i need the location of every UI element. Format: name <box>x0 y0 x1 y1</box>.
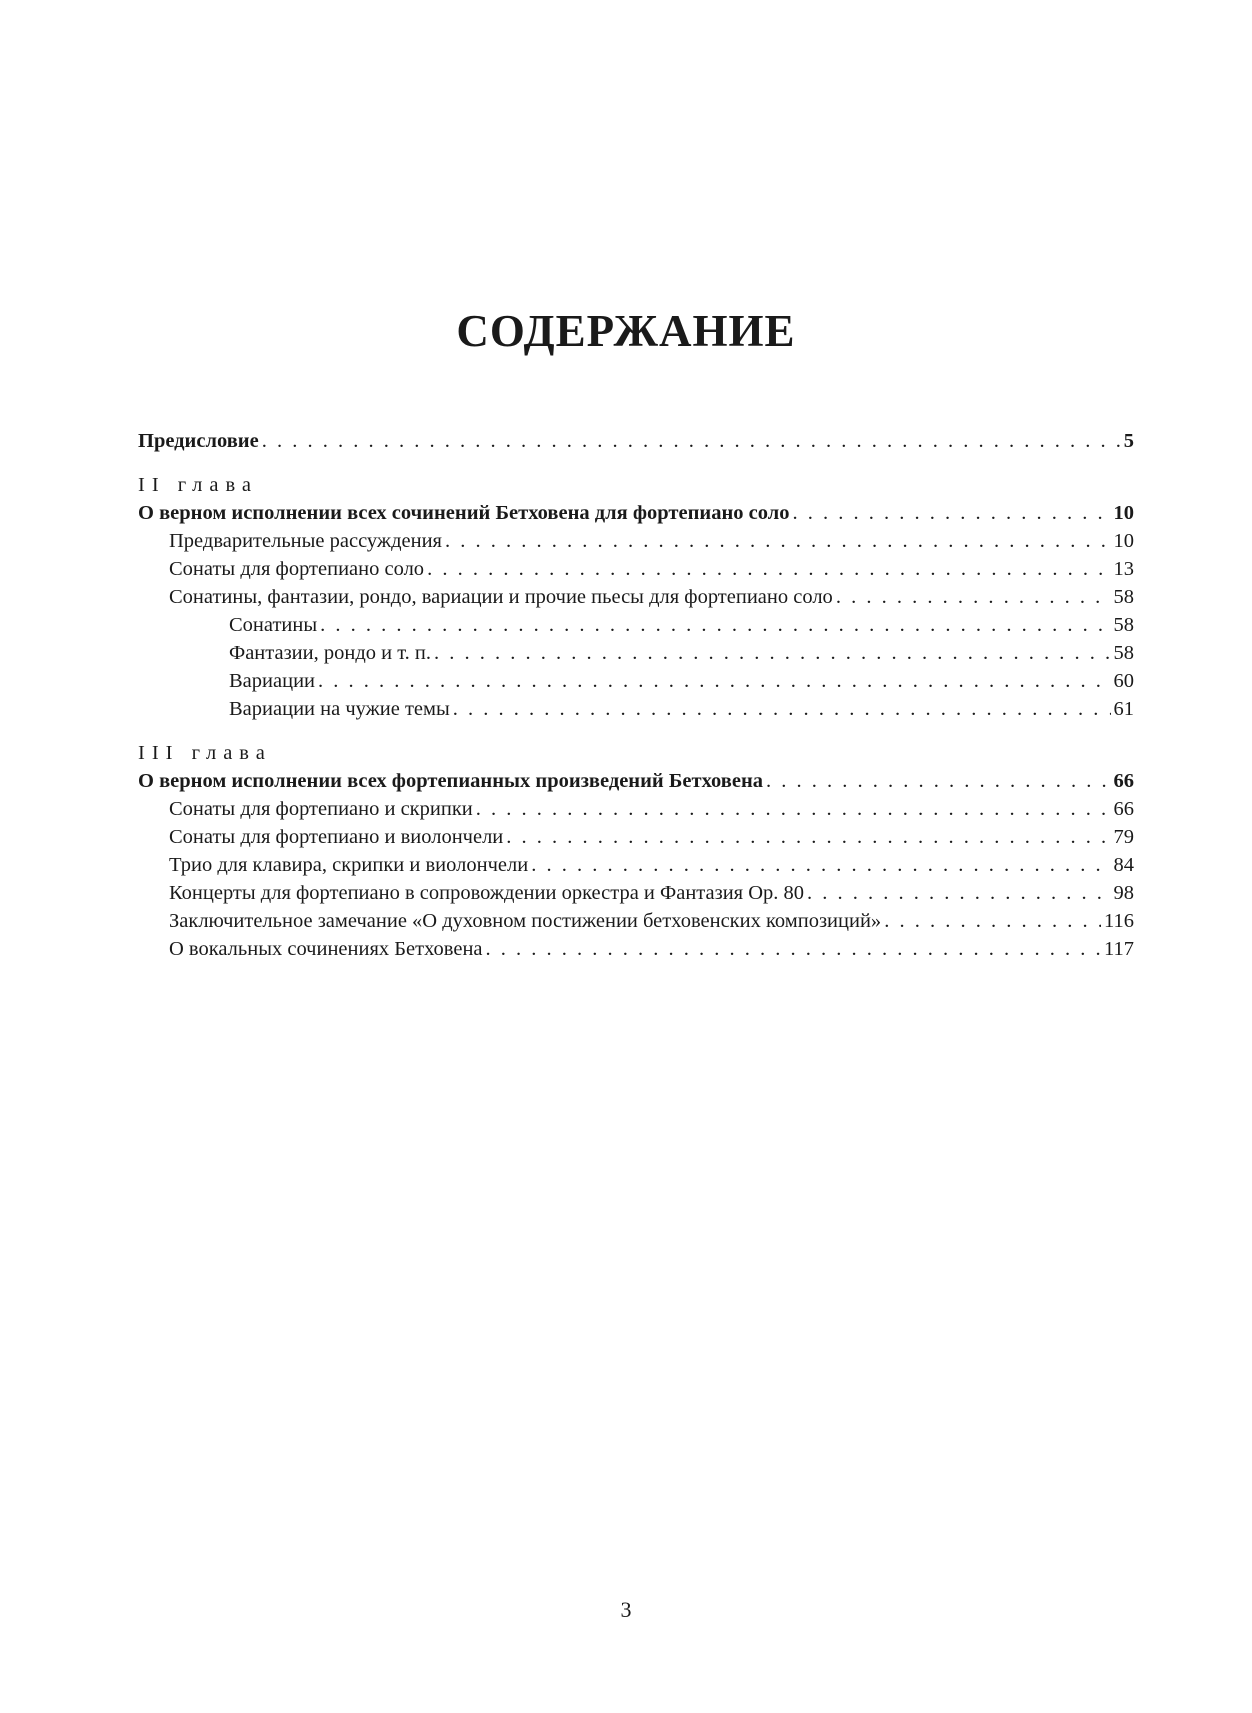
chapter-3-block <box>138 739 1134 963</box>
toc-entry[interactable] <box>138 851 1134 879</box>
toc-entry-page: 66 <box>1113 770 1134 792</box>
toc-entry-page: 58 <box>1113 586 1134 608</box>
toc-entry-page: 117 <box>1104 938 1134 960</box>
dot-leader <box>836 583 1111 611</box>
toc-entry-title: Концерты для фортепиано в сопровождении оркестра и Фантазия Op. 80 <box>169 882 805 904</box>
toc-entry-title: Фантазии, рондо и т. п. <box>229 642 431 664</box>
toc-entry[interactable] <box>138 527 1134 555</box>
toc-entry-page: 79 <box>1113 826 1134 848</box>
toc-entry-title: Сонаты для фортепиано и виолончели <box>169 826 504 848</box>
dot-leader <box>318 667 1110 695</box>
toc-entry[interactable] <box>138 823 1134 851</box>
dot-leader <box>427 555 1110 583</box>
toc-entry-title: Сонатины, фантазии, рондо, вариации и прочие пьесы для фортепиано соло <box>169 586 833 608</box>
toc-entry-preface[interactable] <box>138 427 1134 455</box>
toc-entry-page: 61 <box>1113 698 1134 720</box>
dot-leader <box>531 851 1110 879</box>
page-number: 3 <box>620 1597 632 1622</box>
dot-leader <box>445 527 1111 555</box>
toc-entry-page: 60 <box>1113 670 1134 692</box>
dot-leader <box>486 935 1101 963</box>
toc-subentry[interactable] <box>138 611 1134 639</box>
toc-entry[interactable] <box>138 555 1134 583</box>
dot-leader <box>476 795 1111 823</box>
toc-entry-title: О верном исполнении всех сочинений Бетховена для фортепиано соло <box>138 502 790 524</box>
toc-entry-title: Вариации на чужие темы <box>229 698 450 720</box>
chapter-label: III глава <box>138 742 272 764</box>
toc-entry-title: Вариации <box>229 670 316 692</box>
dot-leader <box>320 611 1110 639</box>
chapter-label: II глава <box>138 474 258 496</box>
toc-entry-page: 5 <box>1123 430 1134 452</box>
toc-entry-page: 58 <box>1113 642 1134 664</box>
toc-entry-page: 66 <box>1113 798 1134 820</box>
toc-entry-title: Сонаты для фортепиано и скрипки <box>169 798 473 820</box>
toc-subentry[interactable] <box>138 695 1134 723</box>
toc-entry[interactable] <box>138 935 1134 963</box>
toc-entry-title: Сонатины <box>229 614 318 636</box>
toc-entry-title: Предисловие <box>138 430 259 452</box>
dot-leader <box>434 639 1111 667</box>
toc-entry-page: 10 <box>1113 502 1134 524</box>
toc-entry-title: Предварительные рассуждения <box>169 530 442 552</box>
toc-entry[interactable] <box>138 583 1134 611</box>
toc-entry[interactable] <box>138 795 1134 823</box>
toc-entry-title: О верном исполнении всех фортепианных произведений Бетховена <box>138 770 764 792</box>
toc-entry-title: О вокальных сочинениях Бетховена <box>169 938 483 960</box>
dot-leader <box>453 695 1111 723</box>
toc-entry[interactable] <box>138 879 1134 907</box>
toc-subentry[interactable] <box>138 639 1134 667</box>
table-of-contents <box>138 427 1134 963</box>
toc-entry-page: 58 <box>1113 614 1134 636</box>
toc-entry-page: 10 <box>1113 530 1134 552</box>
dot-leader <box>884 907 1101 935</box>
toc-entry-title: Трио для клавира, скрипки и виолончели <box>169 854 529 876</box>
toc-subentry[interactable] <box>138 667 1134 695</box>
toc-entry-page: 116 <box>1104 910 1134 932</box>
dot-leader <box>262 427 1121 455</box>
dot-leader <box>766 767 1110 795</box>
toc-entry-page: 98 <box>1113 882 1134 904</box>
chapter-2-block <box>138 471 1134 723</box>
dot-leader <box>506 823 1110 851</box>
toc-entry-page: 13 <box>1113 558 1134 580</box>
toc-entry-title: Заключительное замечание «О духовном постижении бетховенских композиций» <box>169 910 882 932</box>
toc-entry-page: 84 <box>1113 854 1134 876</box>
toc-entry-title: Сонаты для фортепиано соло <box>169 558 425 580</box>
dot-leader <box>807 879 1110 907</box>
page-title: СОДЕРЖАНИЕ <box>456 306 796 356</box>
toc-entry[interactable] <box>138 907 1134 935</box>
toc-chapter-heading[interactable] <box>138 499 1134 527</box>
dot-leader <box>792 499 1110 527</box>
toc-chapter-heading[interactable] <box>138 767 1134 795</box>
